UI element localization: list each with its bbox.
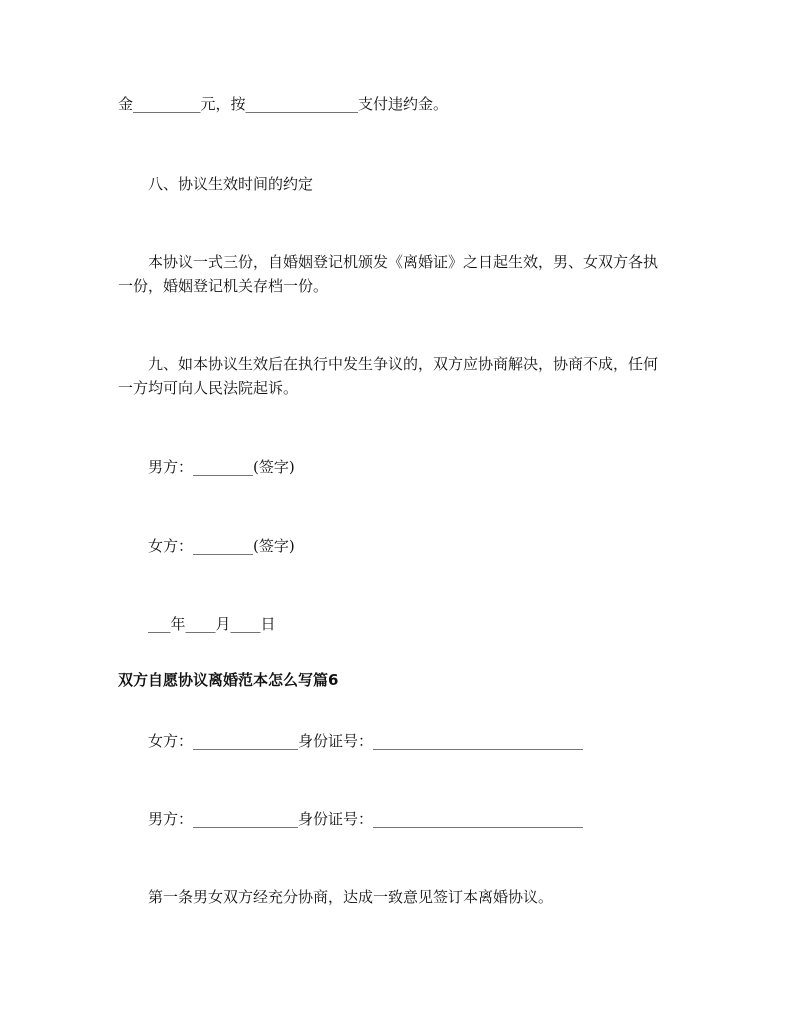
section-eight-heading: 八、协议生效时间的约定 (148, 175, 314, 193)
date-line: ___年____月____日 (148, 615, 276, 633)
dispute-clause-line-2: 一方均可向人民法院起诉。 (118, 379, 299, 397)
section-heading: 双方自愿协议离婚范本怎么写篇6 (118, 671, 339, 689)
penalty-clause-text: 金_________元，按_______________支付违约金。 (118, 95, 449, 113)
female-signature-line: 女方：________(签字) (148, 537, 295, 555)
effective-clause-line-1: 本协议一式三份，自婚姻登记机颁发《离婚证》之日起生效，男、女双方各执 (148, 253, 659, 271)
male-id-line: 男方：______________身份证号：____________________________ (148, 810, 584, 828)
male-signature-line: 男方：________(签字) (148, 458, 295, 476)
effective-clause-line-2: 一份，婚姻登记机关存档一份。 (118, 277, 329, 295)
dispute-clause-line-1: 九、如本协议生效后在执行中发生争议的，双方应协商解决，协商不成，任何 (148, 355, 659, 373)
article-one-text: 第一条男女双方经充分协商，达成一致意见签订本离婚协议。 (148, 888, 554, 906)
female-id-line: 女方：______________身份证号：____________________________ (148, 732, 584, 750)
